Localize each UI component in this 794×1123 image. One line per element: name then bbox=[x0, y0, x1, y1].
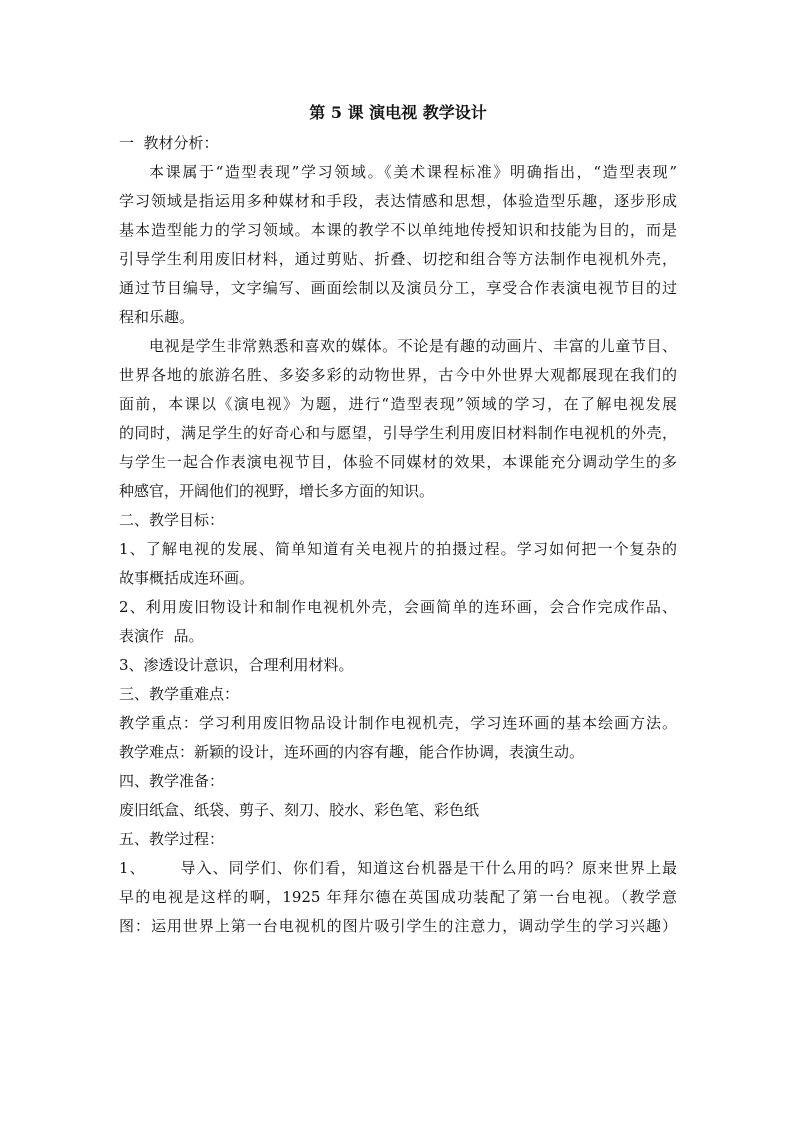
text-line: 2、利用废旧物设计和制作电视机外壳，会画简单的连环画，会合作完成作品、 bbox=[119, 598, 677, 616]
text-line: 学习领域是指运用多种媒材和手段，表达情感和思想，体验造型乐趣，逐步形成 bbox=[119, 192, 677, 210]
text-line: 世界各地的旅游名胜、多姿多彩的动物世界，古今中外世界大观都展现在我们的 bbox=[119, 366, 677, 384]
text-line: 与学生一起合作表演电视节目，体验不同媒材的效果，本课能充分调动学生的多 bbox=[119, 453, 677, 471]
text-line: 二、教学目标： bbox=[119, 511, 225, 529]
text-line: 故事概括成连环画。 bbox=[119, 569, 255, 587]
text-line: 一 教材分析： bbox=[119, 134, 219, 152]
text-line: 五、教学过程： bbox=[119, 830, 225, 848]
text-line: 本课属于“造型表现”学习领域。《美术课程标准》明确指出，“造型表现” bbox=[149, 163, 677, 181]
text-line: 教学难点：新颖的设计，连环画的内容有趣，能合作协调，表演生动。 bbox=[119, 743, 585, 761]
text-line: 三、教学重难点： bbox=[119, 685, 240, 703]
text-line: 通过节目编导，文字编写、画面绘制以及演员分工，享受合作表演电视节目的过 bbox=[119, 279, 677, 297]
text-line: 废旧纸盒、纸袋、剪子、刻刀、胶水、彩色笔、彩色纸 bbox=[119, 801, 480, 819]
text-line: 电视是学生非常熟悉和喜欢的媒体。不论是有趣的动画片、丰富的儿童节目、 bbox=[149, 337, 677, 355]
text-line: 四、教学准备： bbox=[119, 772, 225, 790]
text-line: 程和乐趣。 bbox=[119, 308, 195, 326]
document-body bbox=[119, 98, 677, 941]
text-line: 图：运用世界上第一台电视机的图片吸引学生的注意力，调动学生的学习兴趣） bbox=[119, 917, 677, 935]
document-title: 第 5 课 演电视 教学设计 bbox=[309, 103, 487, 122]
text-line: 1、 导入、同学们、你们看，知道这台机器是干什么用的吗？原来世界上最 bbox=[119, 859, 677, 877]
text-line: 面前，本课以《演电视》为题，进行“造型表现”领域的学习，在了解电视发展 bbox=[119, 395, 677, 413]
document-lines bbox=[119, 129, 677, 941]
text-line: 引导学生利用废旧材料，通过剪贴、折叠、切挖和组合等方法制作电视机外壳， bbox=[119, 250, 677, 268]
text-line: 3、渗透设计意识，合理利用材料。 bbox=[119, 656, 354, 674]
text-line: 的同时，满足学生的好奇心和与愿望，引导学生利用废旧材料制作电视机的外壳， bbox=[119, 424, 677, 442]
text-line: 基本造型能力的学习领域。本课的教学不以单纯地传授知识和技能为目的，而是 bbox=[119, 221, 677, 239]
text-line: 1、了解电视的发展、简单知道有关电视片的拍摄过程。学习如何把一个复杂的 bbox=[119, 540, 677, 558]
text-line: 早的电视是这样的啊，1925 年拜尔德在英国成功装配了第一台电视。（教学意 bbox=[119, 888, 677, 906]
text-line: 教学重点：学习利用废旧物品设计制作电视机壳，学习连环画的基本绘画方法。 bbox=[119, 714, 677, 732]
text-line: 表演作 品。 bbox=[119, 627, 204, 645]
text-line: 种感官，开阔他们的视野，增长多方面的知识。 bbox=[119, 482, 435, 500]
